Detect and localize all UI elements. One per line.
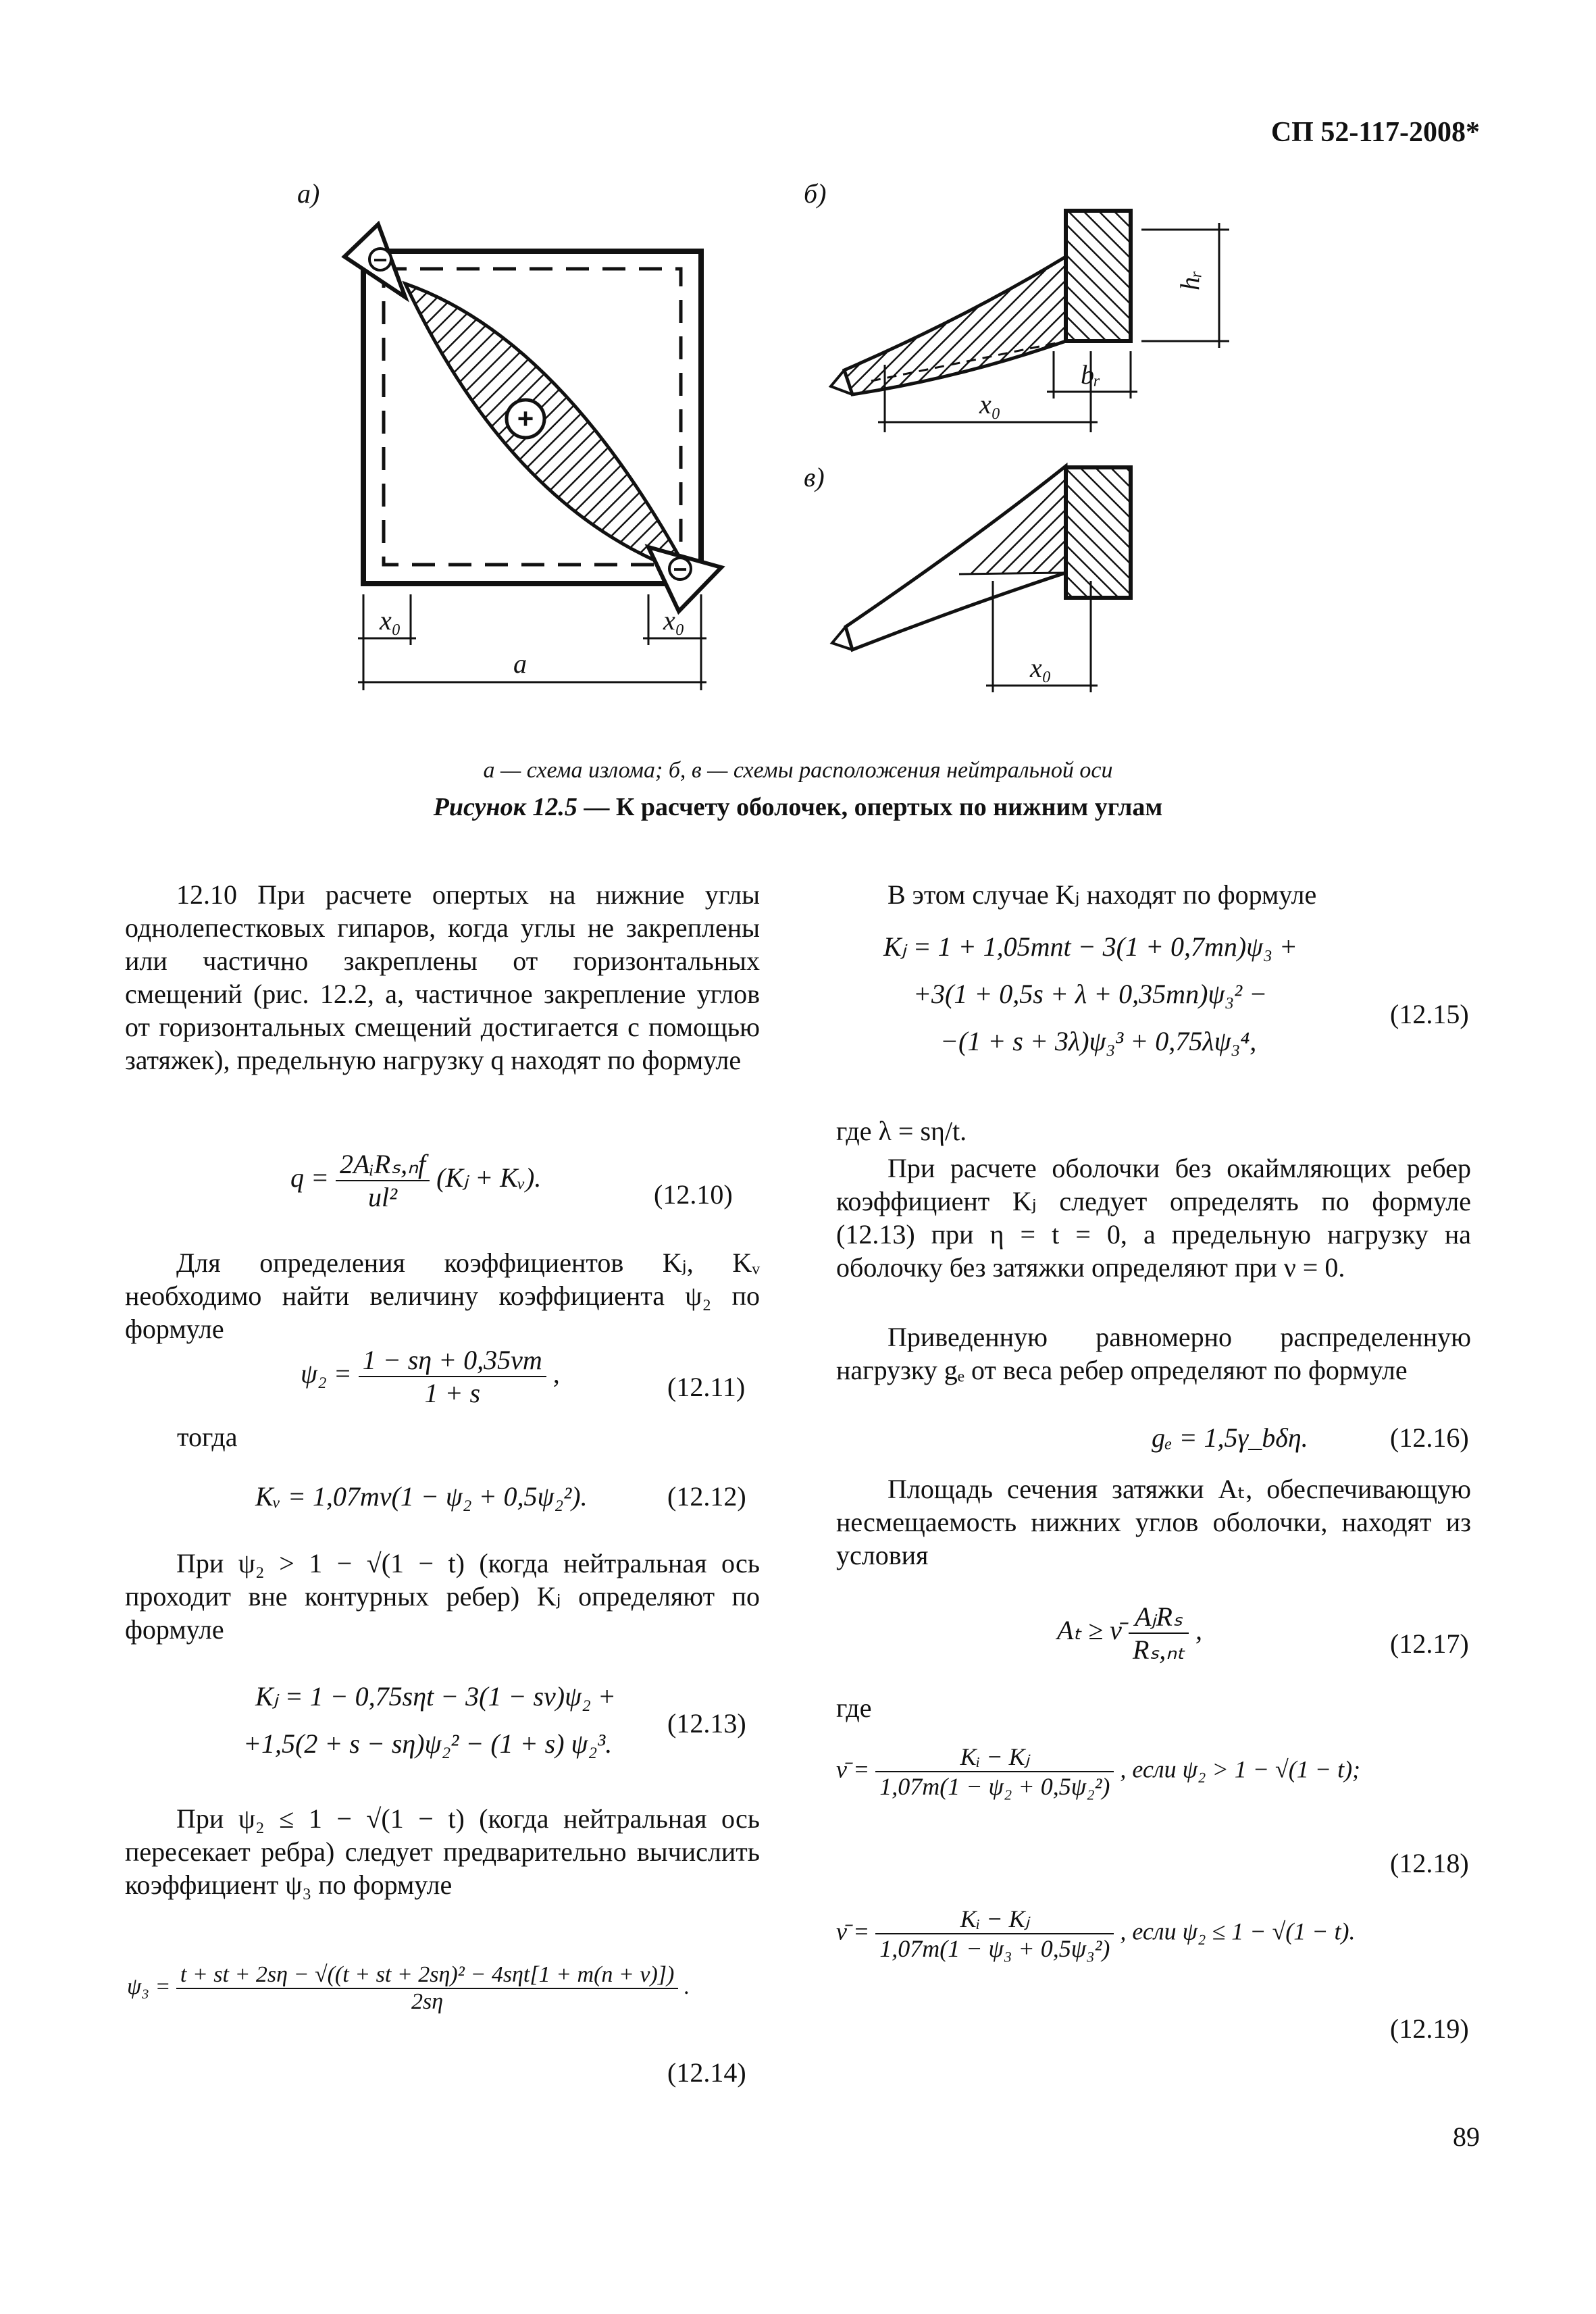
equation-12-17	[1057, 1601, 1202, 1666]
figure-12-5	[0, 0, 1596, 756]
eq-12-11-num: 1 − sη + 0,35νm	[359, 1344, 546, 1377]
text-togda: тогда	[177, 1422, 238, 1452]
figure-subcaption: а — схема излома; б, в — схемы расположения нейтральной оси	[483, 758, 1113, 783]
dim-x0-right: x₀	[663, 605, 685, 636]
eq-12-12-number: (12.12)	[667, 1481, 746, 1512]
eq-12-14-number: (12.14)	[667, 2057, 746, 2088]
document-code: СП 52-117-2008*	[1270, 117, 1480, 148]
eq-12-18-den: 1,07m(1 − ψ₂ + 0,5ψ₂²)	[879, 1773, 1110, 1800]
equation-12-15-line-3: −(1 + s + 3λ)ψ₃³ + 0,75λψ₃⁴,	[940, 1026, 1257, 1056]
eq-12-19-num: Kᵢ − Kⱼ	[875, 1905, 1114, 1934]
equation-12-11	[301, 1344, 560, 1409]
eq-12-10-number: (12.10)	[654, 1179, 733, 1210]
eq-12-19-lhs: ν̄ =	[836, 1918, 870, 1945]
neutral-axis-scheme-b	[831, 211, 1229, 432]
dim-hr: hᵣ	[1175, 270, 1205, 290]
eq-12-17-number: (12.17)	[1390, 1628, 1469, 1659]
eq-12-17-tail: ,	[1195, 1615, 1203, 1646]
eq-12-10-den: ul²	[368, 1182, 398, 1212]
panel-label-a: а)	[297, 178, 320, 209]
eq-12-18-number: (12.18)	[1390, 1848, 1469, 1878]
eq-12-14-den: 2sη	[411, 1989, 444, 2014]
eq-12-13-number: (12.13)	[667, 1708, 746, 1739]
equation-12-14	[127, 1962, 690, 2015]
eq-12-18-lhs: ν̄ =	[836, 1755, 870, 1783]
right-paragraph-4: Приведенную равномерно распределенную нагрузку gₑ от веса ребер определяют по формуле	[836, 1322, 1471, 1385]
eq-12-14-tail: .	[684, 1974, 690, 1999]
text-gde: где	[836, 1693, 872, 1723]
figure-caption-title: — К расчету оболочек, опертых по нижним углам	[577, 793, 1163, 821]
left-paragraph-4: При ψ₂ ≤ 1 − √(1 − t) (когда нейтральная ось пересекает ребра) следует предварительно вычислить коэффициент ψ₃ по формуле	[125, 1803, 760, 1900]
eq-12-16-number: (12.16)	[1390, 1422, 1469, 1453]
right-paragraph-3: При расчете оболочки без окаймляющих ребер коэффициент Kⱼ следует определять по формуле (12.13) при η = t = 0, а предельную нагрузку на оболочку без затяжки определяют при ν = 0.	[836, 1153, 1471, 1283]
eq-12-10-lhs: q =	[290, 1162, 329, 1193]
equation-12-15-line-2: +3(1 + 0,5s + λ + 0,35mn)ψ₃² −	[913, 979, 1268, 1009]
eq-12-11-number: (12.11)	[667, 1372, 746, 1402]
equation-12-15-line-1: Kⱼ = 1 + 1,05mnt − 3(1 + 0,7mn)ψ₃ +	[883, 931, 1297, 962]
neutral-axis-scheme-v	[832, 466, 1131, 692]
dim-x0-b: x₀	[979, 389, 1001, 419]
plus-sign: +	[517, 403, 534, 434]
figure-caption-label: Рисунок 12.5	[433, 793, 577, 821]
eq-12-18-condition: , если ψ₂ > 1 − √(1 − t);	[1120, 1755, 1361, 1783]
minus-sign-bottom: −	[673, 555, 688, 583]
panel-label-v: в)	[804, 462, 825, 492]
right-paragraph-1: В этом случае Kⱼ находят по формуле	[887, 879, 1317, 910]
page-number: 89	[1453, 2122, 1480, 2152]
eq-12-10-tail: (Kⱼ + Kᵥ).	[436, 1162, 542, 1193]
eq-12-11-tail: ,	[552, 1358, 560, 1389]
left-paragraph-3: При ψ₂ > 1 − √(1 − t) (когда нейтральная ось проходит вне контурных ребер) Kⱼ определяют по формуле	[125, 1548, 760, 1645]
eq-12-10-num: 2AᵢRₛ,ₙf	[336, 1148, 430, 1181]
equation-12-10	[290, 1148, 541, 1213]
dim-a: a	[513, 648, 527, 679]
eq-12-19-den: 1,07m(1 − ψ₃ + 0,5ψ₃²)	[879, 1935, 1110, 1962]
equation-12-18	[836, 1743, 1360, 1801]
eq-12-14-lhs: ψ₃ =	[127, 1974, 171, 1999]
minus-sign-top: −	[373, 246, 388, 274]
equation-12-13-line-1: Kⱼ = 1 − 0,75sηt − 3(1 − sν)ψ₂ +	[255, 1681, 616, 1712]
panel-label-b: б)	[804, 178, 827, 209]
right-paragraph-2: где λ = sη/t.	[836, 1116, 967, 1146]
eq-12-18-num: Kᵢ − Kⱼ	[875, 1743, 1114, 1772]
left-paragraph-1: 12.10 При расчете опертых на нижние углы однолепестковых гипаров, когда углы не закреплены или частично закреплены от горизонтальных смещений (рис. 12.2, а, частичное закрепление углов от горизонтальных смещений достигается с помощью затяжек), предельную нагрузку q находят по формуле	[125, 879, 760, 1075]
eq-12-15-number: (12.15)	[1390, 999, 1469, 1029]
eq-12-17-den: Rₛ,ₙₜ	[1132, 1635, 1185, 1665]
dim-x0-left: x₀	[380, 605, 401, 636]
equation-12-16: gₑ = 1,5γ_bδη.	[1152, 1422, 1308, 1453]
equation-12-19	[836, 1905, 1356, 1963]
eq-12-11-den: 1 + s	[424, 1378, 481, 1408]
equation-12-13-line-2: +1,5(2 + s − sη)ψ₂² − (1 + s) ψ₂³.	[243, 1728, 613, 1759]
eq-12-17-lhs: Aₜ ≥ ν̄	[1057, 1615, 1122, 1646]
equation-12-12: Kᵥ = 1,07mν(1 − ψ₂ + 0,5ψ₂²).	[255, 1481, 588, 1512]
dimension-lines-a	[358, 594, 706, 690]
eq-12-17-num: AⱼRₛ	[1129, 1601, 1189, 1634]
figure-caption	[0, 792, 1596, 822]
eq-12-14-num: t + st + 2sη − √((t + st + 2sη)² − 4sηt[1 + m(n + ν)])	[176, 1962, 678, 1989]
dim-br: bᵣ	[1081, 359, 1101, 390]
right-paragraph-5: Площадь сечения затяжки Aₜ, обеспечивающую несмещаемость нижних углов оболочки, находят из условия	[836, 1474, 1471, 1570]
left-paragraph-2: Для определения коэффициентов Kⱼ, Kᵥ необходимо найти величину коэффициента ψ₂ по формуле	[125, 1248, 760, 1344]
dim-x0-v: x₀	[1030, 652, 1052, 683]
eq-12-19-number: (12.19)	[1390, 2013, 1469, 2044]
eq-12-11-lhs: ψ₂ =	[301, 1358, 352, 1389]
eq-12-19-condition: , если ψ₂ ≤ 1 − √(1 − t).	[1120, 1918, 1356, 1945]
